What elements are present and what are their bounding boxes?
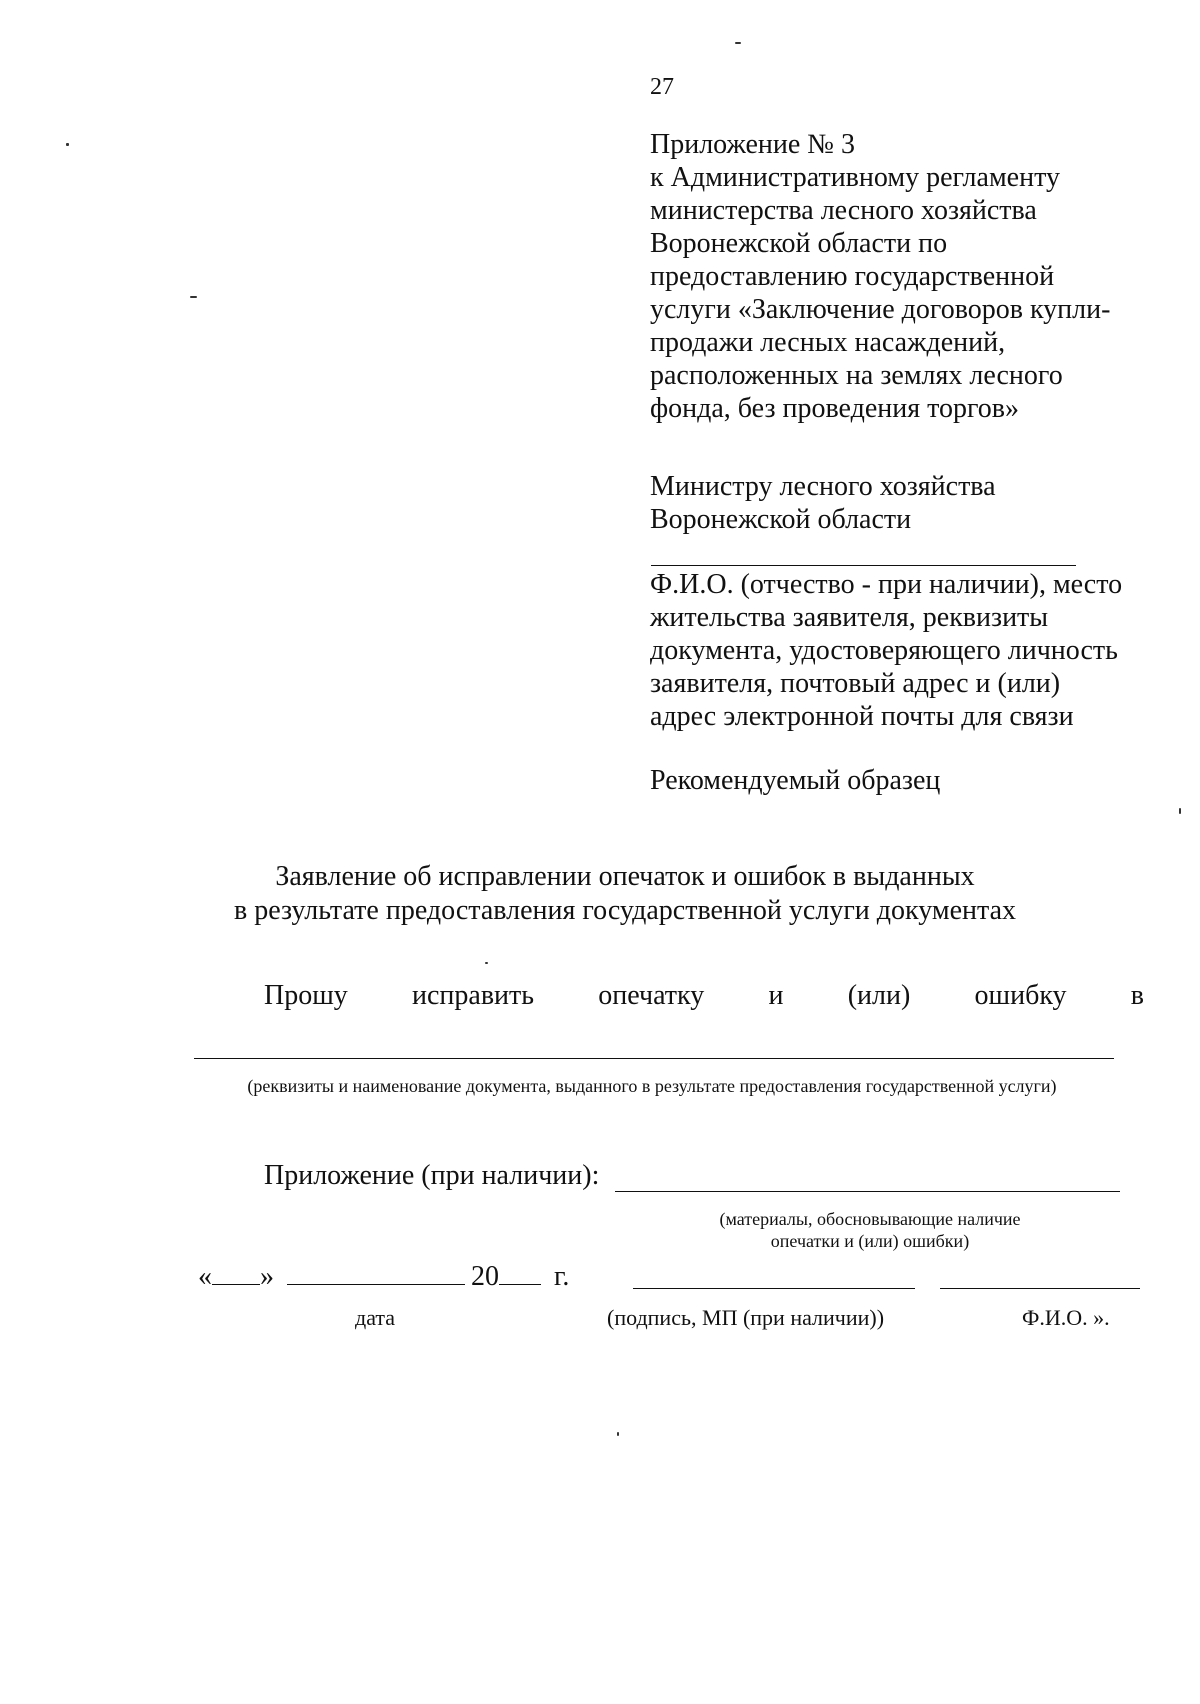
document-title-line: Заявление об исправлении опечаток и ошибок в выданных [275, 861, 975, 892]
scan-speck [735, 42, 741, 44]
document-details-fill-line[interactable] [194, 1058, 1114, 1059]
applicant-info-line: адрес электронной почты для связи [650, 701, 1074, 732]
year-suffix: г. [554, 1261, 570, 1292]
applicant-fill-line[interactable] [651, 565, 1076, 566]
quote-open: « [198, 1261, 212, 1292]
appendix-header [650, 128, 1110, 425]
applicant-info-line: заявителя, почтовый адрес и (или) [650, 668, 1061, 699]
request-word: ошибку [974, 980, 1067, 1011]
request-word: и [768, 980, 784, 1011]
document-details-caption: (реквизиты и наименование документа, выданного в результате предоставления государственной услуги) [247, 1076, 1057, 1096]
year-prefix: 20 [471, 1261, 499, 1292]
appendix-header-line: фонда, без проведения торгов» [650, 393, 1020, 424]
request-word: исправить [412, 980, 535, 1011]
appendix-header-line: расположенных на землях лесного [650, 360, 1063, 391]
fio-caption: Ф.И.О. ». [1022, 1305, 1110, 1330]
applicant-info-line: документа, удостоверяющего личность [650, 635, 1118, 666]
scan-speck [66, 143, 69, 146]
appendix-header-line: продажи лесных насаждений, [650, 327, 1006, 358]
document-title-line: в результате предоставления государственной услуги документах [233, 895, 1017, 926]
scan-speck [617, 1432, 619, 1436]
sample-label: Рекомендуемый образец [650, 765, 941, 796]
attachment-caption [690, 1208, 1050, 1252]
attachment-fill-line[interactable] [615, 1191, 1120, 1192]
scan-speck [190, 296, 197, 298]
scan-speck [1179, 808, 1181, 814]
signature-fill-line[interactable] [633, 1288, 915, 1289]
applicant-info-block [650, 568, 1122, 733]
attachment-caption-line: опечатки и (или) ошибки) [770, 1231, 970, 1251]
addressee-block [650, 470, 996, 536]
fio-fill-line[interactable] [940, 1288, 1140, 1289]
applicant-info-line: Ф.И.О. (отчество - при наличии), место [650, 569, 1123, 600]
appendix-header-line: Приложение № 3 [650, 129, 855, 160]
quote-close: » [260, 1261, 274, 1292]
attachment-label: Приложение (при наличии): [264, 1160, 600, 1191]
appendix-header-line: предоставлению государственной [650, 261, 1055, 292]
month-fill-line[interactable] [287, 1260, 465, 1285]
request-sentence [264, 980, 1144, 1012]
appendix-header-line: министерства лесного хозяйства [650, 195, 1037, 226]
date-row [198, 1260, 569, 1293]
request-word: опечатку [598, 980, 705, 1011]
request-word: в [1130, 980, 1144, 1011]
document-title [150, 860, 1100, 928]
applicant-info-line: жительства заявителя, реквизиты [650, 602, 1049, 633]
addressee-line: Министру лесного хозяйства [650, 471, 996, 502]
signature-caption: (подпись, МП (при наличии)) [607, 1305, 885, 1330]
date-caption: дата [355, 1305, 396, 1330]
appendix-header-line: к Административному регламенту [650, 162, 1060, 193]
appendix-header-line: услуги «Заключение договоров купли- [650, 294, 1111, 325]
year-fill-line[interactable] [499, 1260, 541, 1285]
page-number: 27 [650, 74, 674, 100]
attachment-caption-line: (материалы, обосновывающие наличие [719, 1209, 1021, 1229]
addressee-line: Воронежской области [650, 504, 912, 535]
scan-speck [485, 962, 488, 964]
request-word: (или) [847, 980, 911, 1011]
appendix-header-line: Воронежской области по [650, 228, 948, 259]
request-word: Прошу [264, 980, 348, 1011]
day-fill-line[interactable] [212, 1260, 260, 1285]
